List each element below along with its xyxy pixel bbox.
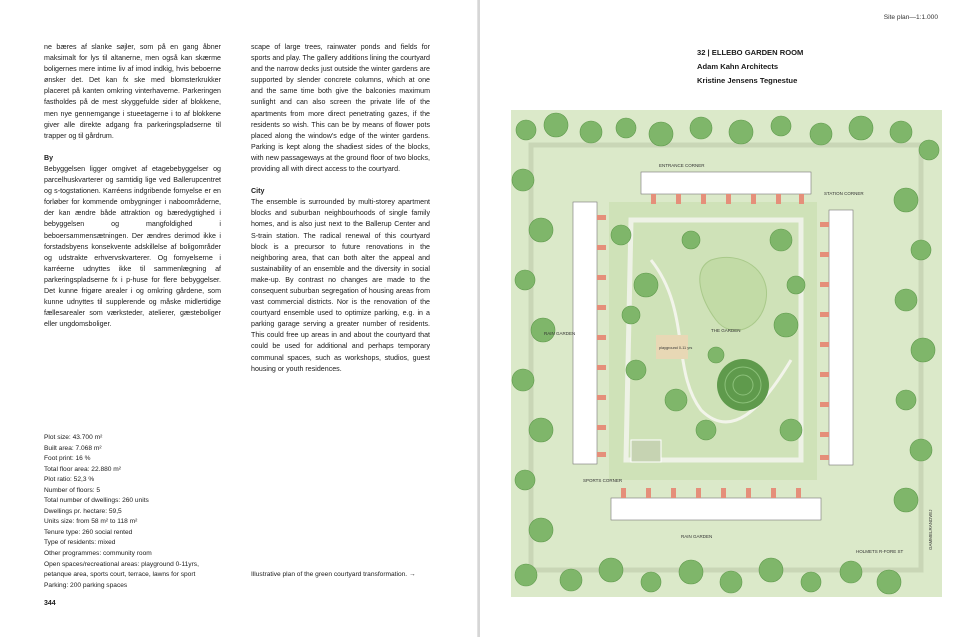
label-station-corner: STATION CORNER bbox=[824, 191, 864, 196]
tree bbox=[771, 116, 791, 136]
fact-line: Built area: 7.068 m² bbox=[44, 444, 102, 452]
balcony bbox=[597, 365, 606, 370]
tree bbox=[696, 420, 716, 440]
tree bbox=[787, 276, 805, 294]
balcony bbox=[820, 372, 829, 377]
tree bbox=[611, 225, 631, 245]
balcony bbox=[771, 488, 776, 498]
balcony bbox=[621, 488, 626, 498]
balcony bbox=[597, 452, 606, 457]
tree bbox=[531, 318, 555, 342]
tree bbox=[729, 120, 753, 144]
tree bbox=[801, 572, 821, 592]
tree bbox=[911, 240, 931, 260]
tree bbox=[679, 560, 703, 584]
project-facts-list bbox=[44, 433, 254, 591]
fact-line: Total floor area: 22.880 m² bbox=[44, 465, 121, 473]
balcony bbox=[671, 488, 676, 498]
tree bbox=[720, 571, 742, 593]
tree bbox=[911, 338, 935, 362]
label-rain-garden-south: RAIN GARDEN bbox=[681, 534, 713, 539]
balcony bbox=[820, 282, 829, 287]
tree bbox=[515, 270, 535, 290]
tree bbox=[626, 360, 646, 380]
fact-line: Parking: 200 parking spaces bbox=[44, 581, 128, 589]
tree bbox=[634, 273, 658, 297]
tree bbox=[649, 122, 673, 146]
balcony bbox=[751, 194, 756, 204]
page-number: 344 bbox=[44, 600, 56, 607]
tree bbox=[877, 570, 901, 594]
tree bbox=[770, 229, 792, 251]
tree bbox=[529, 218, 553, 242]
tree bbox=[919, 140, 939, 160]
balcony bbox=[597, 395, 606, 400]
north-building-block bbox=[641, 172, 811, 194]
fact-line: Dwellings pr. hectare: 59,5 bbox=[44, 507, 122, 515]
tree bbox=[665, 389, 687, 411]
label-the-garden: THE GARDEN bbox=[711, 328, 741, 333]
tree bbox=[894, 188, 918, 212]
label-playground: playground 0-11 yrs bbox=[659, 346, 693, 350]
tree bbox=[512, 369, 534, 391]
tree bbox=[690, 117, 712, 139]
tree bbox=[516, 120, 536, 140]
balcony bbox=[646, 488, 651, 498]
project-title: 32 | ELLEBO GARDEN ROOM bbox=[697, 48, 804, 57]
project-heading bbox=[697, 46, 803, 89]
fact-line: Units size: from 58 m² to 118 m² bbox=[44, 518, 138, 526]
balcony bbox=[820, 342, 829, 347]
tree bbox=[780, 419, 802, 441]
tree bbox=[810, 123, 832, 145]
tree bbox=[641, 572, 661, 592]
plan-caption: Illustrative plan of the green courtyard transformation. → bbox=[251, 571, 416, 578]
tree bbox=[682, 231, 700, 249]
balcony bbox=[597, 305, 606, 310]
right-page bbox=[480, 0, 960, 637]
tree bbox=[515, 470, 535, 490]
balcony bbox=[820, 455, 829, 460]
balcony bbox=[597, 425, 606, 430]
balcony bbox=[696, 488, 701, 498]
tree bbox=[910, 439, 932, 461]
balcony bbox=[721, 488, 726, 498]
english-intro-paragraph: scape of large trees, rainwater ponds and fields for sports and play. The gallery additions lining the courtyard and the narrow decks just outside the winter gardens are supported by slender concrete columns, which at one and the same time both give the balconies maximum sunlight and can also screen the private life of the apartments from more direct penetrating gazes, if the residents so wish. This can be by means of flower pots placed along the window's edge of the winter gardens. Parking is kept along the shadiest sides of the blocks, with new passageways at the ground floor of two blocks, providing all with direct access to the courtyard. bbox=[251, 43, 430, 174]
balcony bbox=[597, 245, 606, 250]
tree bbox=[840, 561, 862, 583]
tree bbox=[560, 569, 582, 591]
english-heading-city: City bbox=[251, 187, 265, 196]
balcony bbox=[597, 335, 606, 340]
balcony bbox=[820, 222, 829, 227]
tree bbox=[895, 289, 917, 311]
balcony bbox=[820, 402, 829, 407]
balcony bbox=[799, 194, 804, 204]
balcony bbox=[597, 215, 606, 220]
balcony bbox=[776, 194, 781, 204]
left-page bbox=[0, 0, 478, 637]
tree bbox=[894, 488, 918, 512]
tree bbox=[759, 558, 783, 582]
danish-text-column bbox=[44, 42, 221, 341]
balcony bbox=[701, 194, 706, 204]
danish-heading-by: By bbox=[44, 153, 54, 162]
fact-line: Number of floors: 5 bbox=[44, 486, 101, 494]
tree bbox=[580, 121, 602, 143]
sports-court bbox=[631, 440, 661, 462]
tree bbox=[544, 113, 568, 137]
label-street-south: HOLMETS R-FORE ST bbox=[856, 549, 904, 554]
east-building-block bbox=[829, 210, 853, 465]
south-building-block bbox=[611, 498, 821, 520]
balcony bbox=[796, 488, 801, 498]
fact-line: Open spaces/recreational areas: playground 0-11yrs, bbox=[44, 560, 199, 568]
label-sports-corner: SPORTS CORNER bbox=[583, 478, 623, 483]
english-body-paragraph: The ensemble is surrounded by multi-storey apartment blocks and suburban neighbourhoods of single family homes, and is also just next to the Ballerup Center and S-train station. The radical renewal of this courtyard block is a precursor to future renovations in the neighboring area, that can both alter the appeal and sustainability of an ensemble and the diversity in social make-up. By contrast no changes are made to the consequent suburban segregation of housing areas from vast commercial districts. Nor is the renovation of the courtyard ensemble used to optimize parking, e.g. in a parking garage serving a greater number of residents. This could free up areas in and about the courtyard that could be used for additional and perhaps temporary communal spaces, such as workshops, studios, guest housing or youth residences. bbox=[251, 198, 430, 373]
label-street-east: GAMMELRANDVEJ bbox=[928, 509, 933, 550]
balcony bbox=[597, 275, 606, 280]
project-architect: Adam Kahn Architects bbox=[697, 62, 779, 72]
site-plan-drawing bbox=[511, 110, 942, 597]
tree bbox=[622, 306, 640, 324]
danish-body-paragraph: Bebyggelsen ligger omgivet af etagebebyggelser og parcelhuskvarterer og samtidig lige ved Ballerupcentret og s-togstationen. Karréens indgribende fornyelse er en forløber for kommende ombygninger i naboområderne, der kan ændre både attraktion og bæredygtighed i bebyggelsen og mangfoldighed i beboersammensætningen. Der ændres derimod ikke i forstadsbyens konsekvente adskillelse af boligområder og udstrakte erhvervskvarterer. Og fornyelserne i karréerne udnyttes ikke til sammenlægning af parkeringspladserne fx i p-huse for flere bebyggelser. Det kunne frigøre arealer i og omkring gårdene, som kunne udnyttes til supplerende og måske midlertidige fællesarealer som værksteder, atelierer, gæsteboliger eller ungdomsboliger. bbox=[44, 164, 221, 329]
fact-line: Foot print: 16 % bbox=[44, 455, 91, 463]
tree bbox=[890, 121, 912, 143]
tree bbox=[849, 116, 873, 140]
fact-line: Total number of dwellings: 260 units bbox=[44, 497, 149, 505]
fact-line: Tenure type: 260 social rented bbox=[44, 528, 133, 536]
balcony bbox=[651, 194, 656, 204]
label-rain-garden-west: RAIN GARDEN bbox=[544, 331, 576, 336]
tree bbox=[896, 390, 916, 410]
fact-line: Type of residents: mixed bbox=[44, 539, 116, 547]
balcony bbox=[676, 194, 681, 204]
tree bbox=[774, 313, 798, 337]
tree bbox=[599, 558, 623, 582]
english-text-column bbox=[251, 42, 430, 386]
tree bbox=[515, 564, 537, 586]
balcony bbox=[820, 432, 829, 437]
fact-line: Other programmes: community room bbox=[44, 550, 152, 558]
project-landscape-architect: Kristine Jensens Tegnestue bbox=[697, 76, 798, 86]
west-building-block bbox=[573, 202, 597, 464]
balcony bbox=[820, 252, 829, 257]
fact-line: Plot ratio: 52,3 % bbox=[44, 476, 95, 484]
balcony bbox=[726, 194, 731, 204]
fact-line: petanque area, sports court, terrace, lawns for sport bbox=[44, 571, 196, 579]
tree bbox=[512, 169, 534, 191]
label-entrance-corner: ENTRANCE CORNER bbox=[659, 163, 705, 168]
tree bbox=[616, 118, 636, 138]
danish-intro-paragraph: ne bæres af slanke søjler, som på en gang åbner maksimalt for lys til altanerne, men også kan skærme boligernes mere intime liv af imod indkig, hvis beboerne ønsker det. Det kan fx ske med blomsterkrukker placeret på kanten omkring vinterhaverne. Parkeringen fastholdes på de mest skyggefulde sider af blokkene, men nye gennemgange i stueetagerne i to af blokkene giver alle direkte adgang fra parkeringspladserne til trapper og til gårdrum. bbox=[44, 43, 221, 140]
tree bbox=[529, 518, 553, 542]
fact-line: Plot size: 43.700 m² bbox=[44, 434, 103, 441]
balcony bbox=[820, 312, 829, 317]
tree bbox=[708, 347, 724, 363]
balcony bbox=[746, 488, 751, 498]
tree bbox=[529, 418, 553, 442]
site-plan-scale-label: Site plan—1:1.000 bbox=[883, 14, 938, 21]
